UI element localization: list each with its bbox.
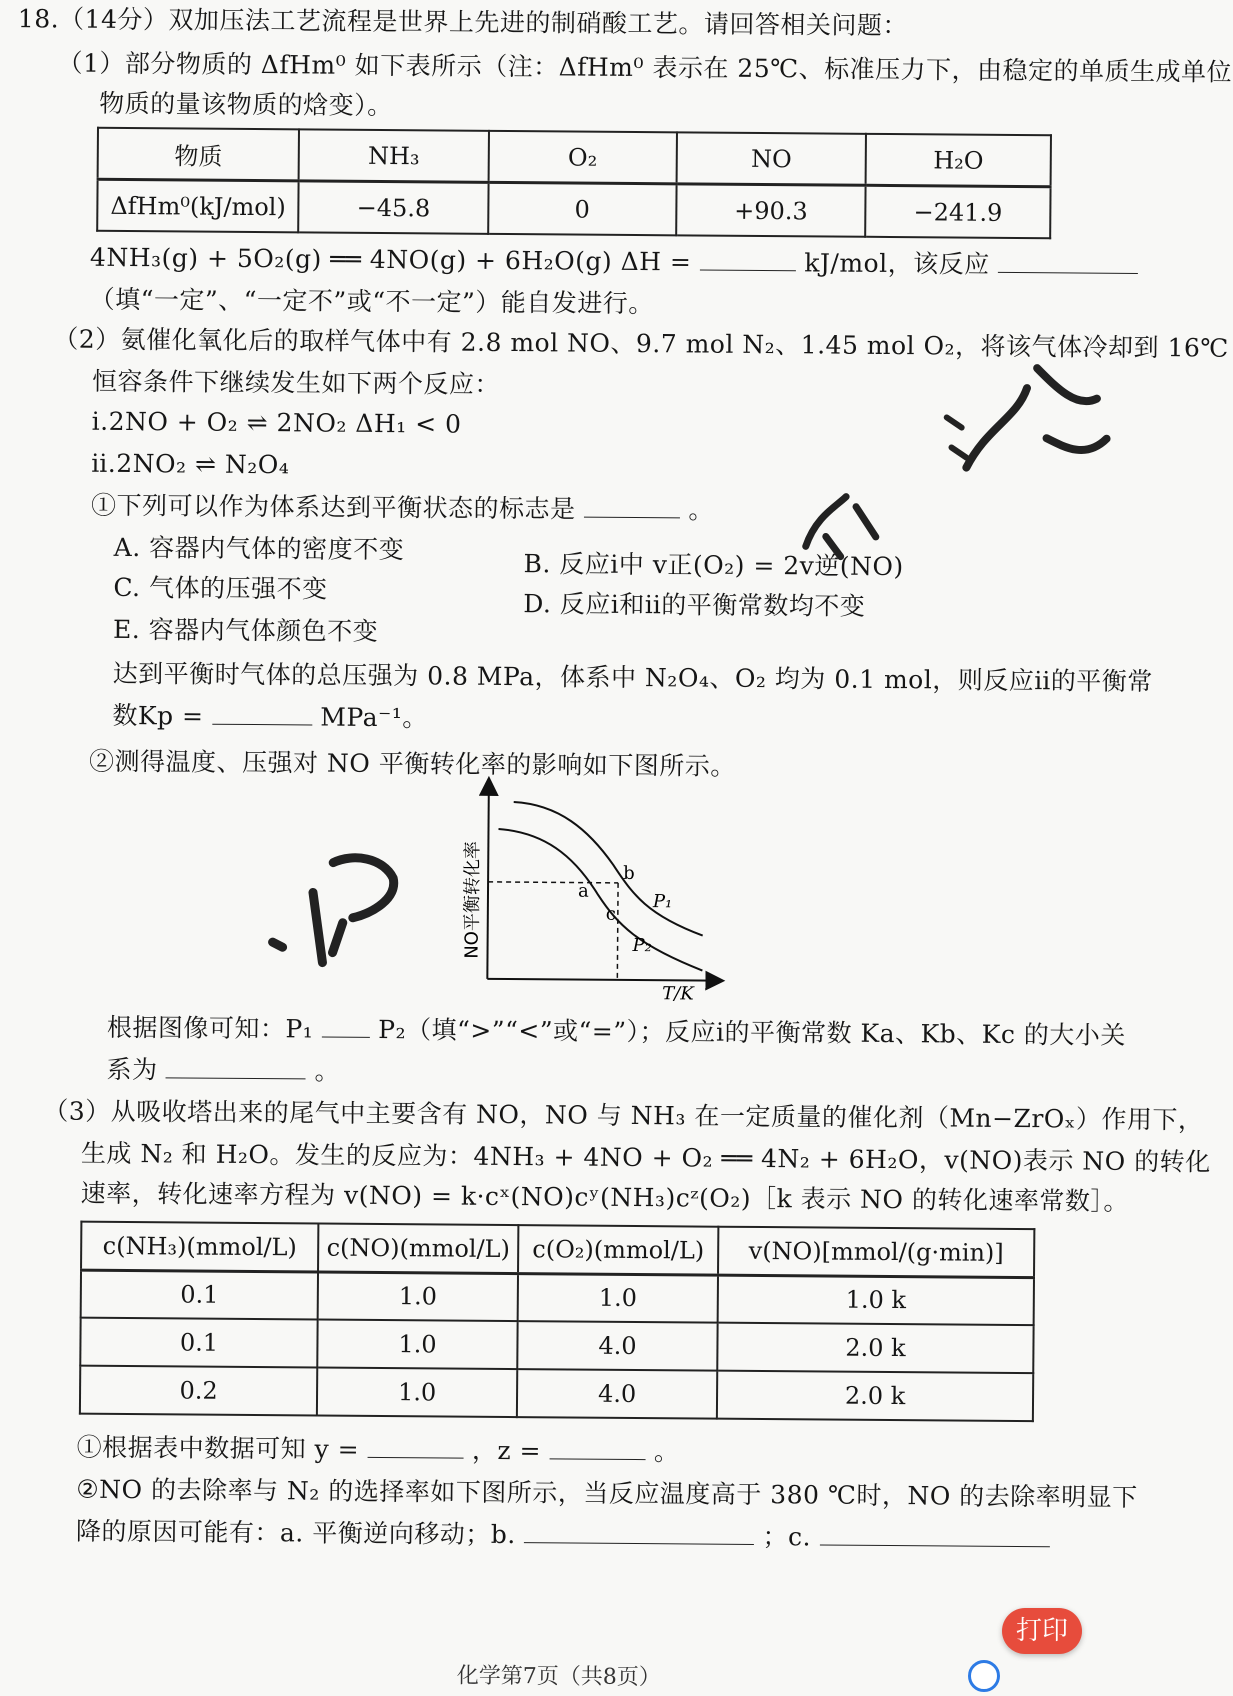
reaction-i: ⅰ.2NO + O₂ ⇌ 2NO₂ ΔH₁ < 0: [91, 406, 462, 439]
pressure-compare-line: [107, 1011, 1126, 1053]
question-2-1-text: ①下列可以作为体系达到平衡状态的标志是: [90, 490, 576, 524]
rate-data-table: [79, 1221, 1035, 1422]
dashed-horizontal: [488, 882, 618, 883]
table-header: NO: [677, 132, 867, 185]
part2-intro: （2）氨催化氧化后的取样气体中有 2.8 mol NO、9.7 mol N₂、1.45 mol O₂，将该气体冷却到 16℃: [53, 324, 1229, 363]
option-c: C. 气体的压强不变: [113, 572, 328, 604]
question-2-2: ②测得温度、压强对 NO 平衡转化率的影响如下图所示。: [88, 746, 736, 781]
stamp-mark-left: [252, 822, 443, 973]
k-relation-pre: 系为: [106, 1054, 158, 1085]
answer-blank-equilibrium[interactable]: [584, 495, 680, 519]
table-cell: 0.1: [81, 1270, 318, 1320]
answer-blank-kp[interactable]: [212, 702, 312, 726]
dashed-vertical: [617, 883, 618, 980]
answer-blank-reason-b[interactable]: [524, 1520, 754, 1545]
reaction-text: 4NH₃(g) + 5O₂(g) ══ 4NO(g) + 6H₂O(g) ΔH =: [89, 242, 692, 277]
y-axis-label: NO平衡转化率: [461, 841, 484, 959]
answer-blank-dh[interactable]: [700, 248, 796, 272]
stamp-mark-mid: [786, 476, 897, 567]
option-e: E. 容器内气体颜色不变: [112, 614, 379, 646]
x-axis: [487, 979, 715, 981]
question-header: 18.（14分）双加压法工艺流程是世界上先进的制硝酸工艺。请回答相关问题：: [17, 4, 909, 41]
table-row-label: ΔfHm⁰(kJ/mol): [97, 179, 299, 232]
table-cell: −241.9: [865, 185, 1050, 238]
point-c-label: c: [605, 903, 617, 925]
stamp-mark-top-right: [926, 327, 1127, 499]
question-2-1-end: 。: [688, 495, 715, 525]
table-header: H₂O: [866, 134, 1051, 187]
page-footer: 化学第7页（共8页）: [456, 1663, 661, 1691]
kp-label: 数Kp =: [112, 700, 204, 731]
kp-unit: MPa⁻¹。: [320, 702, 428, 733]
reaction-equation: [90, 241, 1138, 283]
answer-blank-y[interactable]: [367, 1435, 463, 1459]
answer-blank-reason-c[interactable]: [819, 1522, 1049, 1547]
table-header: c(O₂)(mmol/L): [518, 1225, 718, 1275]
option-d: D. 反应ⅰ和ⅱ的平衡常数均不变: [523, 589, 866, 621]
option-b: B. 反应ⅰ中 v正(O₂) = 2v逆(NO): [523, 549, 904, 582]
table-cell: −45.8: [299, 181, 489, 234]
curve-p1-label: P₁: [652, 891, 673, 913]
answer-blank-p-compare[interactable]: [322, 1015, 370, 1038]
rate-equation: 速率，转化速率方程为 v(NO) = k·cˣ(NO)cʸ(NH₃)cᶻ(O₂)［k 表示 NO 的转化速率常数］。: [80, 1178, 1130, 1216]
question-3-2: ②NO 的去除率与 N₂ 的选择率如下图所示，当反应温度高于 380 ℃时，NO 的去除率明显下: [76, 1474, 1138, 1512]
question-3-2-c: ；c.: [762, 1522, 812, 1552]
table-cell: +90.3: [676, 184, 866, 237]
table-cell: 2.0 k: [717, 1371, 1033, 1421]
table-header: NH₃: [299, 129, 489, 182]
k-relation-end: 。: [314, 1056, 341, 1086]
table-header: 物质: [98, 128, 300, 181]
table-cell: 1.0: [518, 1273, 718, 1323]
part3-intro-cont: 生成 N₂ 和 H₂O。发生的反应为：4NH₃ + 4NO + O₂ ══ 4N₂ + 6H₂O，v(NO)表示 NO 的转化: [80, 1138, 1211, 1177]
answer-blank-k-relation[interactable]: [166, 1055, 306, 1079]
k-relation-line: [106, 1053, 340, 1089]
reaction-unit: kJ/mol，该反应: [804, 248, 990, 279]
question-3-2-cont: [76, 1515, 1050, 1557]
fill-instruction: （填“一定”、“一定不”或“不一定”）能自发进行。: [89, 284, 654, 319]
question-3-1-end: 。: [653, 1437, 680, 1467]
question-3-1: [76, 1431, 679, 1470]
table-cell: 1.0: [317, 1368, 517, 1418]
x-axis-label: T/K: [662, 983, 694, 1005]
point-a-label: a: [577, 880, 589, 902]
print-button[interactable]: 打印: [1002, 1608, 1082, 1654]
table-cell: 0.1: [80, 1318, 317, 1368]
pressure-compare-post: P₂（填“>”“<”或“=”）；反应ⅰ的平衡常数 Ka、Kb、Kc 的大小关: [378, 1015, 1126, 1050]
part2-intro-cont: 恒容条件下继续发生如下两个反应：: [91, 366, 501, 399]
equilibrium-pressure-text: 达到平衡时气体的总压强为 0.8 MPa，体系中 N₂O₄、O₂ 均为 0.1 mol，则反应ⅱ的平衡常: [112, 658, 1153, 697]
reaction-ii: ⅱ.2NO₂ ⇌ N₂O₄: [91, 448, 290, 480]
table-header: O₂: [488, 131, 677, 184]
question-3-1-y: ①根据表中数据可知 y =: [76, 1432, 360, 1464]
table-cell: 4.0: [517, 1369, 717, 1419]
curve-p2-label: P₂: [632, 934, 653, 957]
table-header: v(NO)[mmol/(g·min)]: [718, 1227, 1034, 1277]
kp-line: [112, 699, 428, 735]
table-cell: 4.0: [517, 1321, 717, 1371]
question-3-1-z: ，z =: [471, 1435, 542, 1466]
conversion-graph: [447, 774, 739, 1011]
table-cell: 0: [488, 182, 677, 235]
table-header: c(NO)(mmol/L): [318, 1224, 518, 1274]
pressure-compare-pre: 根据图像可知：P₁: [106, 1012, 314, 1044]
question-3-2-b: 降的原因可能有：a. 平衡逆向移动；b.: [75, 1516, 516, 1550]
table-header: c(NH₃)(mmol/L): [81, 1222, 318, 1272]
part1-intro-cont: 物质的量该物质的焓变）。: [99, 88, 393, 121]
answer-blank-spontaneous[interactable]: [998, 250, 1138, 274]
floating-circle-icon[interactable]: [968, 1660, 1000, 1692]
table-cell: 1.0 k: [718, 1275, 1034, 1325]
question-2-1: [91, 489, 714, 528]
point-b-label: b: [623, 862, 635, 885]
part1-intro: （1）部分物质的 ΔfHm⁰ 如下表所示（注：ΔfHm⁰ 表示在 25℃、标准压力下，由稳定的单质生成单位: [57, 48, 1233, 87]
table-cell: 1.0: [317, 1320, 517, 1370]
part3-intro: （3）从吸收塔出来的尾气中主要含有 NO，NO 与 NH₃ 在一定质量的催化剂（Mn−ZrOₓ）作用下，: [43, 1096, 1204, 1135]
table-cell: 0.2: [80, 1366, 317, 1416]
enthalpy-table: [96, 127, 1052, 239]
option-a: A. 容器内气体的密度不变: [113, 532, 405, 565]
table-cell: 1.0: [318, 1272, 518, 1322]
answer-blank-z[interactable]: [549, 1436, 645, 1460]
curve-p2: [497, 829, 703, 971]
table-cell: 2.0 k: [717, 1323, 1033, 1373]
